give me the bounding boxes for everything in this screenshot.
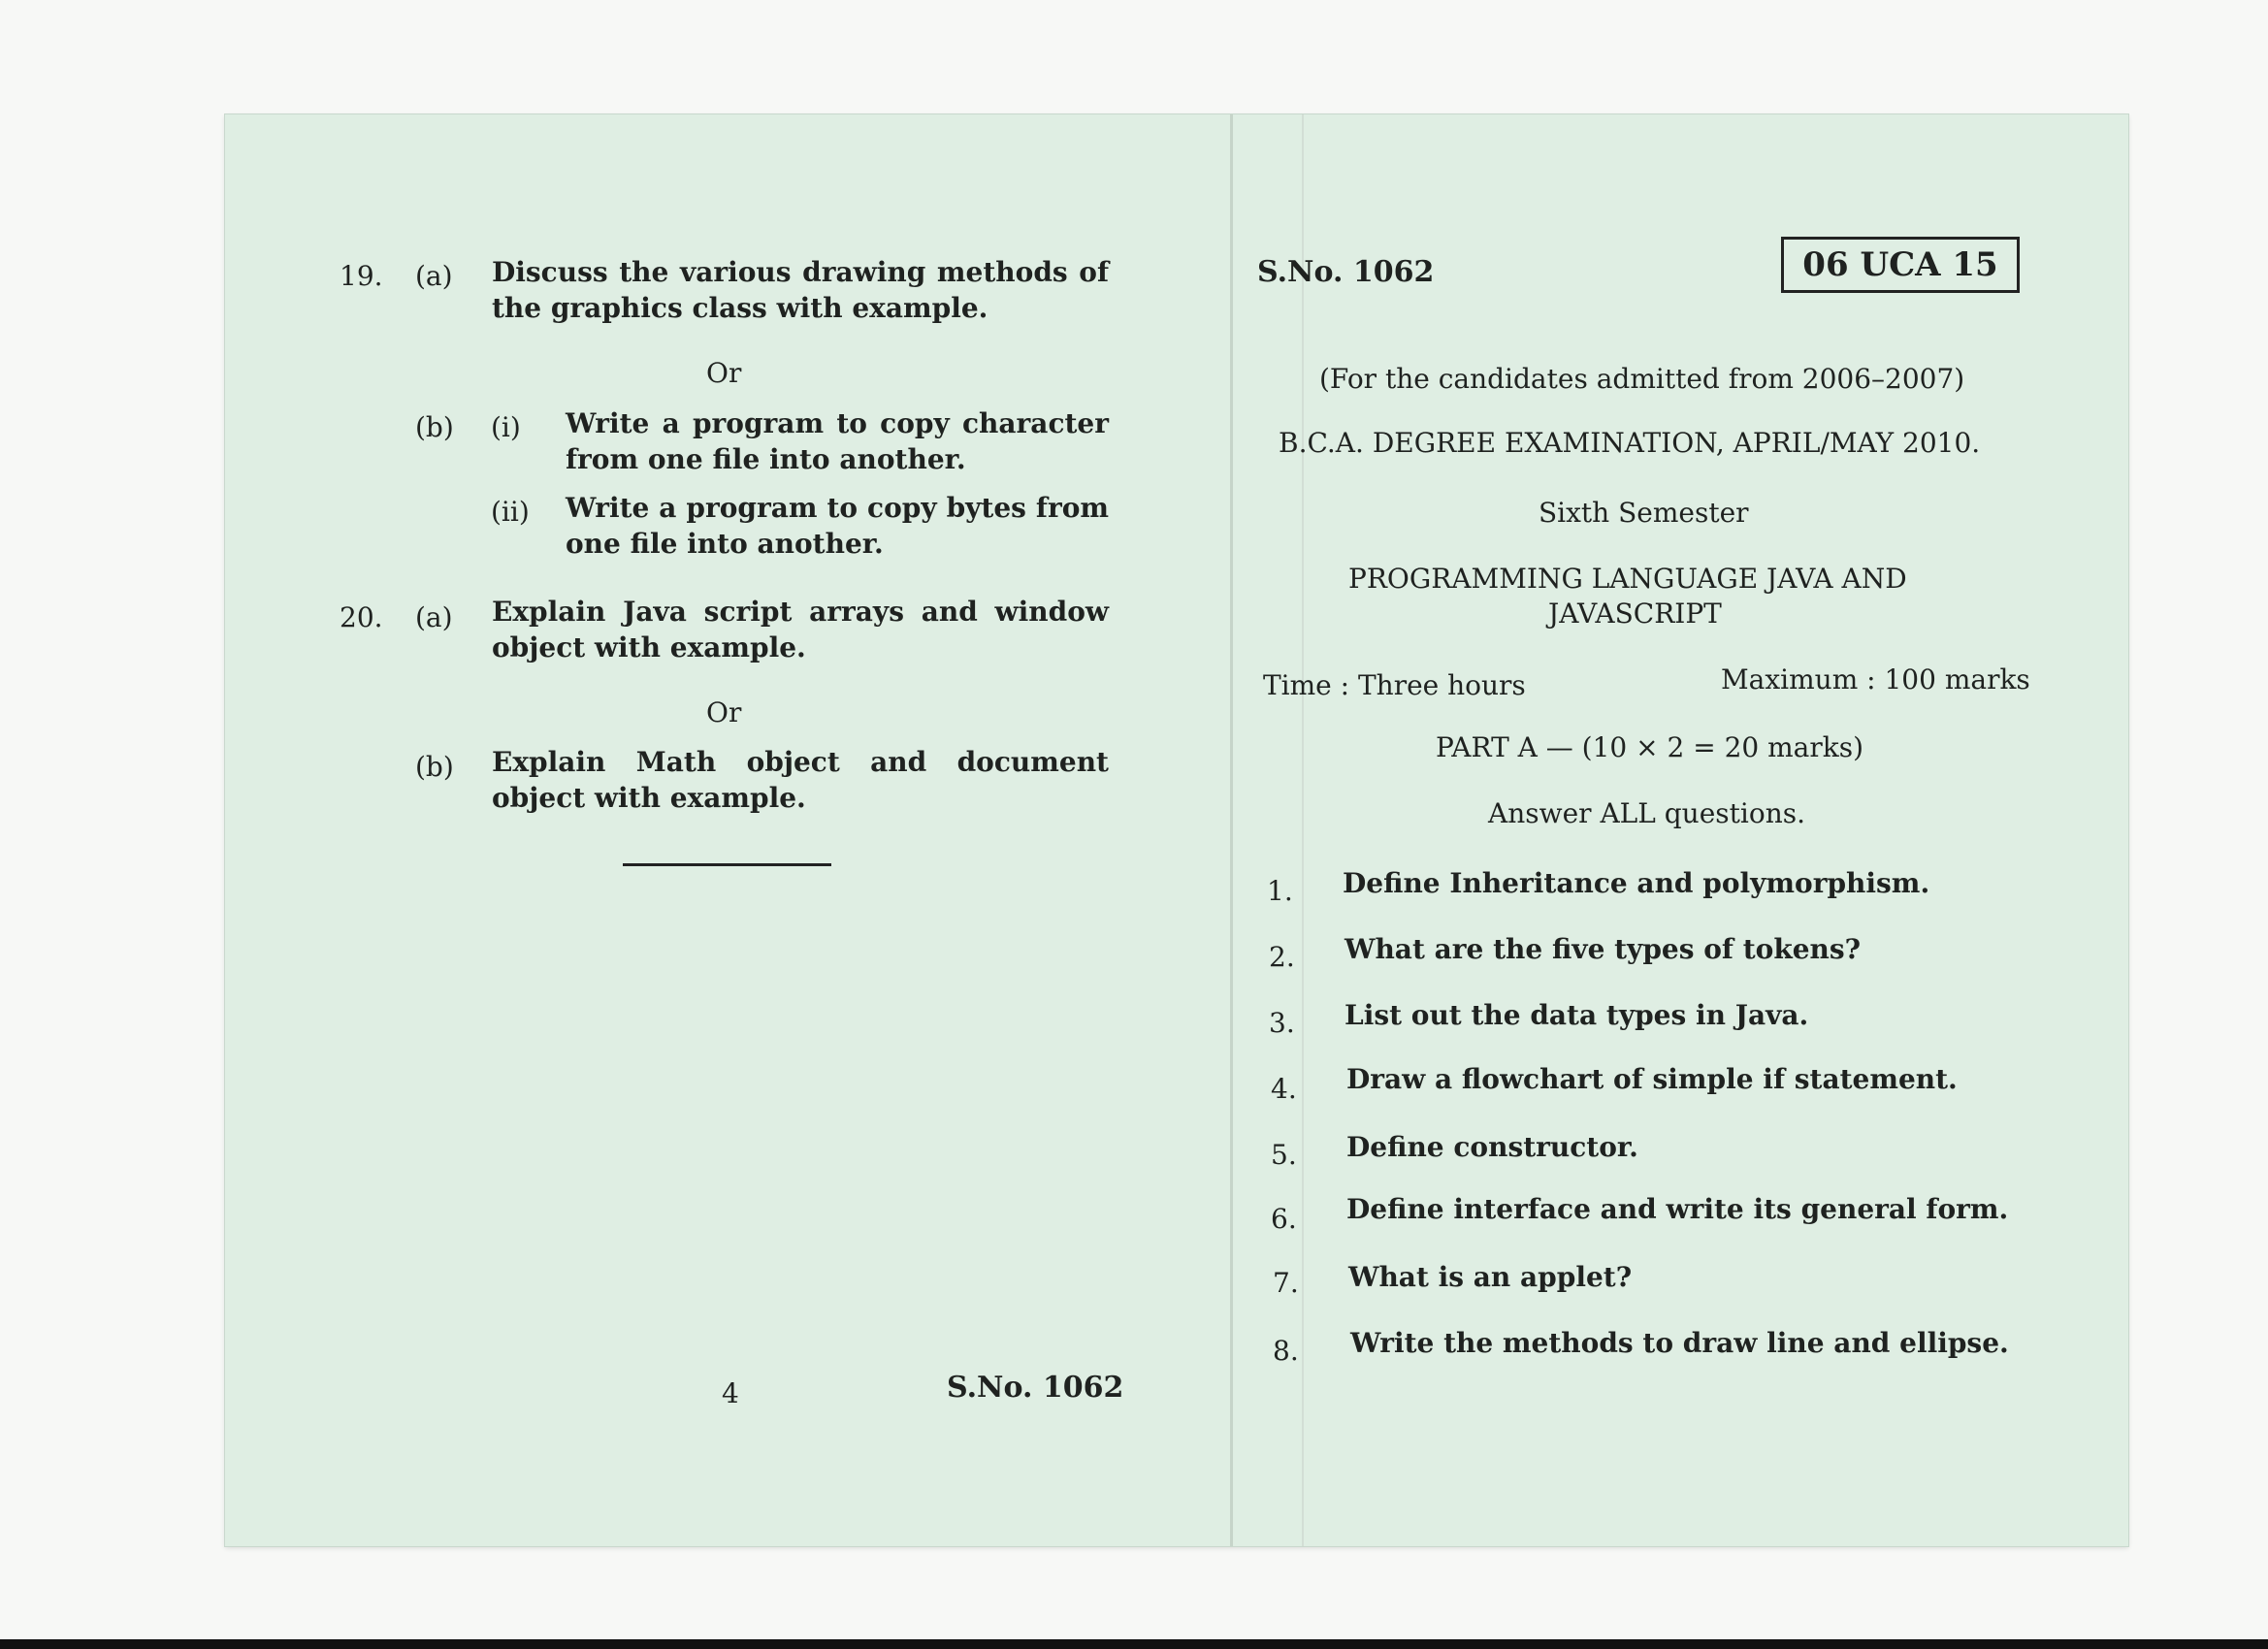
- page-number: 4: [722, 1377, 739, 1409]
- subpart-label: (i): [491, 411, 521, 443]
- question-text: Draw a flowchart of simple if statement.: [1346, 1063, 1958, 1095]
- question-number: 5.: [1271, 1139, 1297, 1171]
- subpart-label: (ii): [491, 496, 530, 528]
- question-text: Explain Java script arrays and window object with example.: [492, 596, 1109, 663]
- question-text: List out the data types in Java.: [1345, 999, 1809, 1031]
- question-number: 2.: [1269, 941, 1295, 973]
- right-fold-line: [1302, 114, 1304, 1546]
- question-text: Discuss the various drawing methods of the graphics class with example.: [492, 256, 1109, 324]
- question-text: Write a program to copy character from one file into another.: [566, 407, 1109, 475]
- question-text: What is an applet?: [1348, 1261, 1633, 1293]
- question-text: Define constructor.: [1346, 1131, 1638, 1163]
- question-text: Write the methods to draw line and ellipse.: [1350, 1327, 2009, 1359]
- scanner-edge: [0, 1639, 2268, 1649]
- or-separator: Or: [706, 357, 742, 389]
- question-number: 6.: [1271, 1203, 1297, 1235]
- question-number: 20.: [340, 601, 383, 633]
- part-label: (b): [415, 751, 454, 783]
- subject-title-cont: JAVASCRIPT: [1548, 598, 1722, 630]
- instruction: Answer ALL questions.: [1488, 797, 1806, 829]
- subject-code-box: 06 UCA 15: [1781, 237, 2020, 293]
- question-text: What are the five types of tokens?: [1345, 933, 1862, 965]
- part-label: (b): [415, 411, 454, 443]
- subject-title: PROGRAMMING LANGUAGE JAVA AND: [1348, 563, 1907, 595]
- serial-number: S.No. 1062: [947, 1371, 1124, 1405]
- part-heading: PART A — (10 × 2 = 20 marks): [1436, 731, 1863, 763]
- part-label: (a): [415, 260, 453, 292]
- maximum-marks: Maximum : 100 marks: [1721, 663, 2030, 695]
- exam-duration: Time : Three hours: [1263, 669, 1526, 701]
- serial-number: S.No. 1062: [1257, 255, 1435, 289]
- question-number: 8.: [1273, 1335, 1299, 1367]
- or-separator: Or: [706, 696, 742, 728]
- question-number: 4.: [1271, 1073, 1297, 1105]
- exam-title: B.C.A. DEGREE EXAMINATION, APRIL/MAY 2010.: [1279, 427, 1981, 459]
- question-text: Define interface and write its general form.: [1346, 1193, 2009, 1225]
- question-number: 3.: [1269, 1007, 1295, 1039]
- part-label: (a): [415, 601, 453, 633]
- center-fold-line: [1230, 114, 1233, 1546]
- question-number: 1.: [1267, 875, 1293, 907]
- end-rule: [623, 863, 831, 866]
- question-text: Define Inheritance and polymorphism.: [1343, 867, 1930, 899]
- question-text: Write a program to copy bytes from one file into another.: [566, 492, 1109, 560]
- question-number: 19.: [340, 260, 383, 292]
- question-number: 7.: [1273, 1267, 1299, 1299]
- semester: Sixth Semester: [1539, 497, 1749, 529]
- question-text: Explain Math object and document object with example.: [492, 746, 1109, 814]
- admission-note: (For the candidates admitted from 2006–2007): [1319, 363, 1965, 395]
